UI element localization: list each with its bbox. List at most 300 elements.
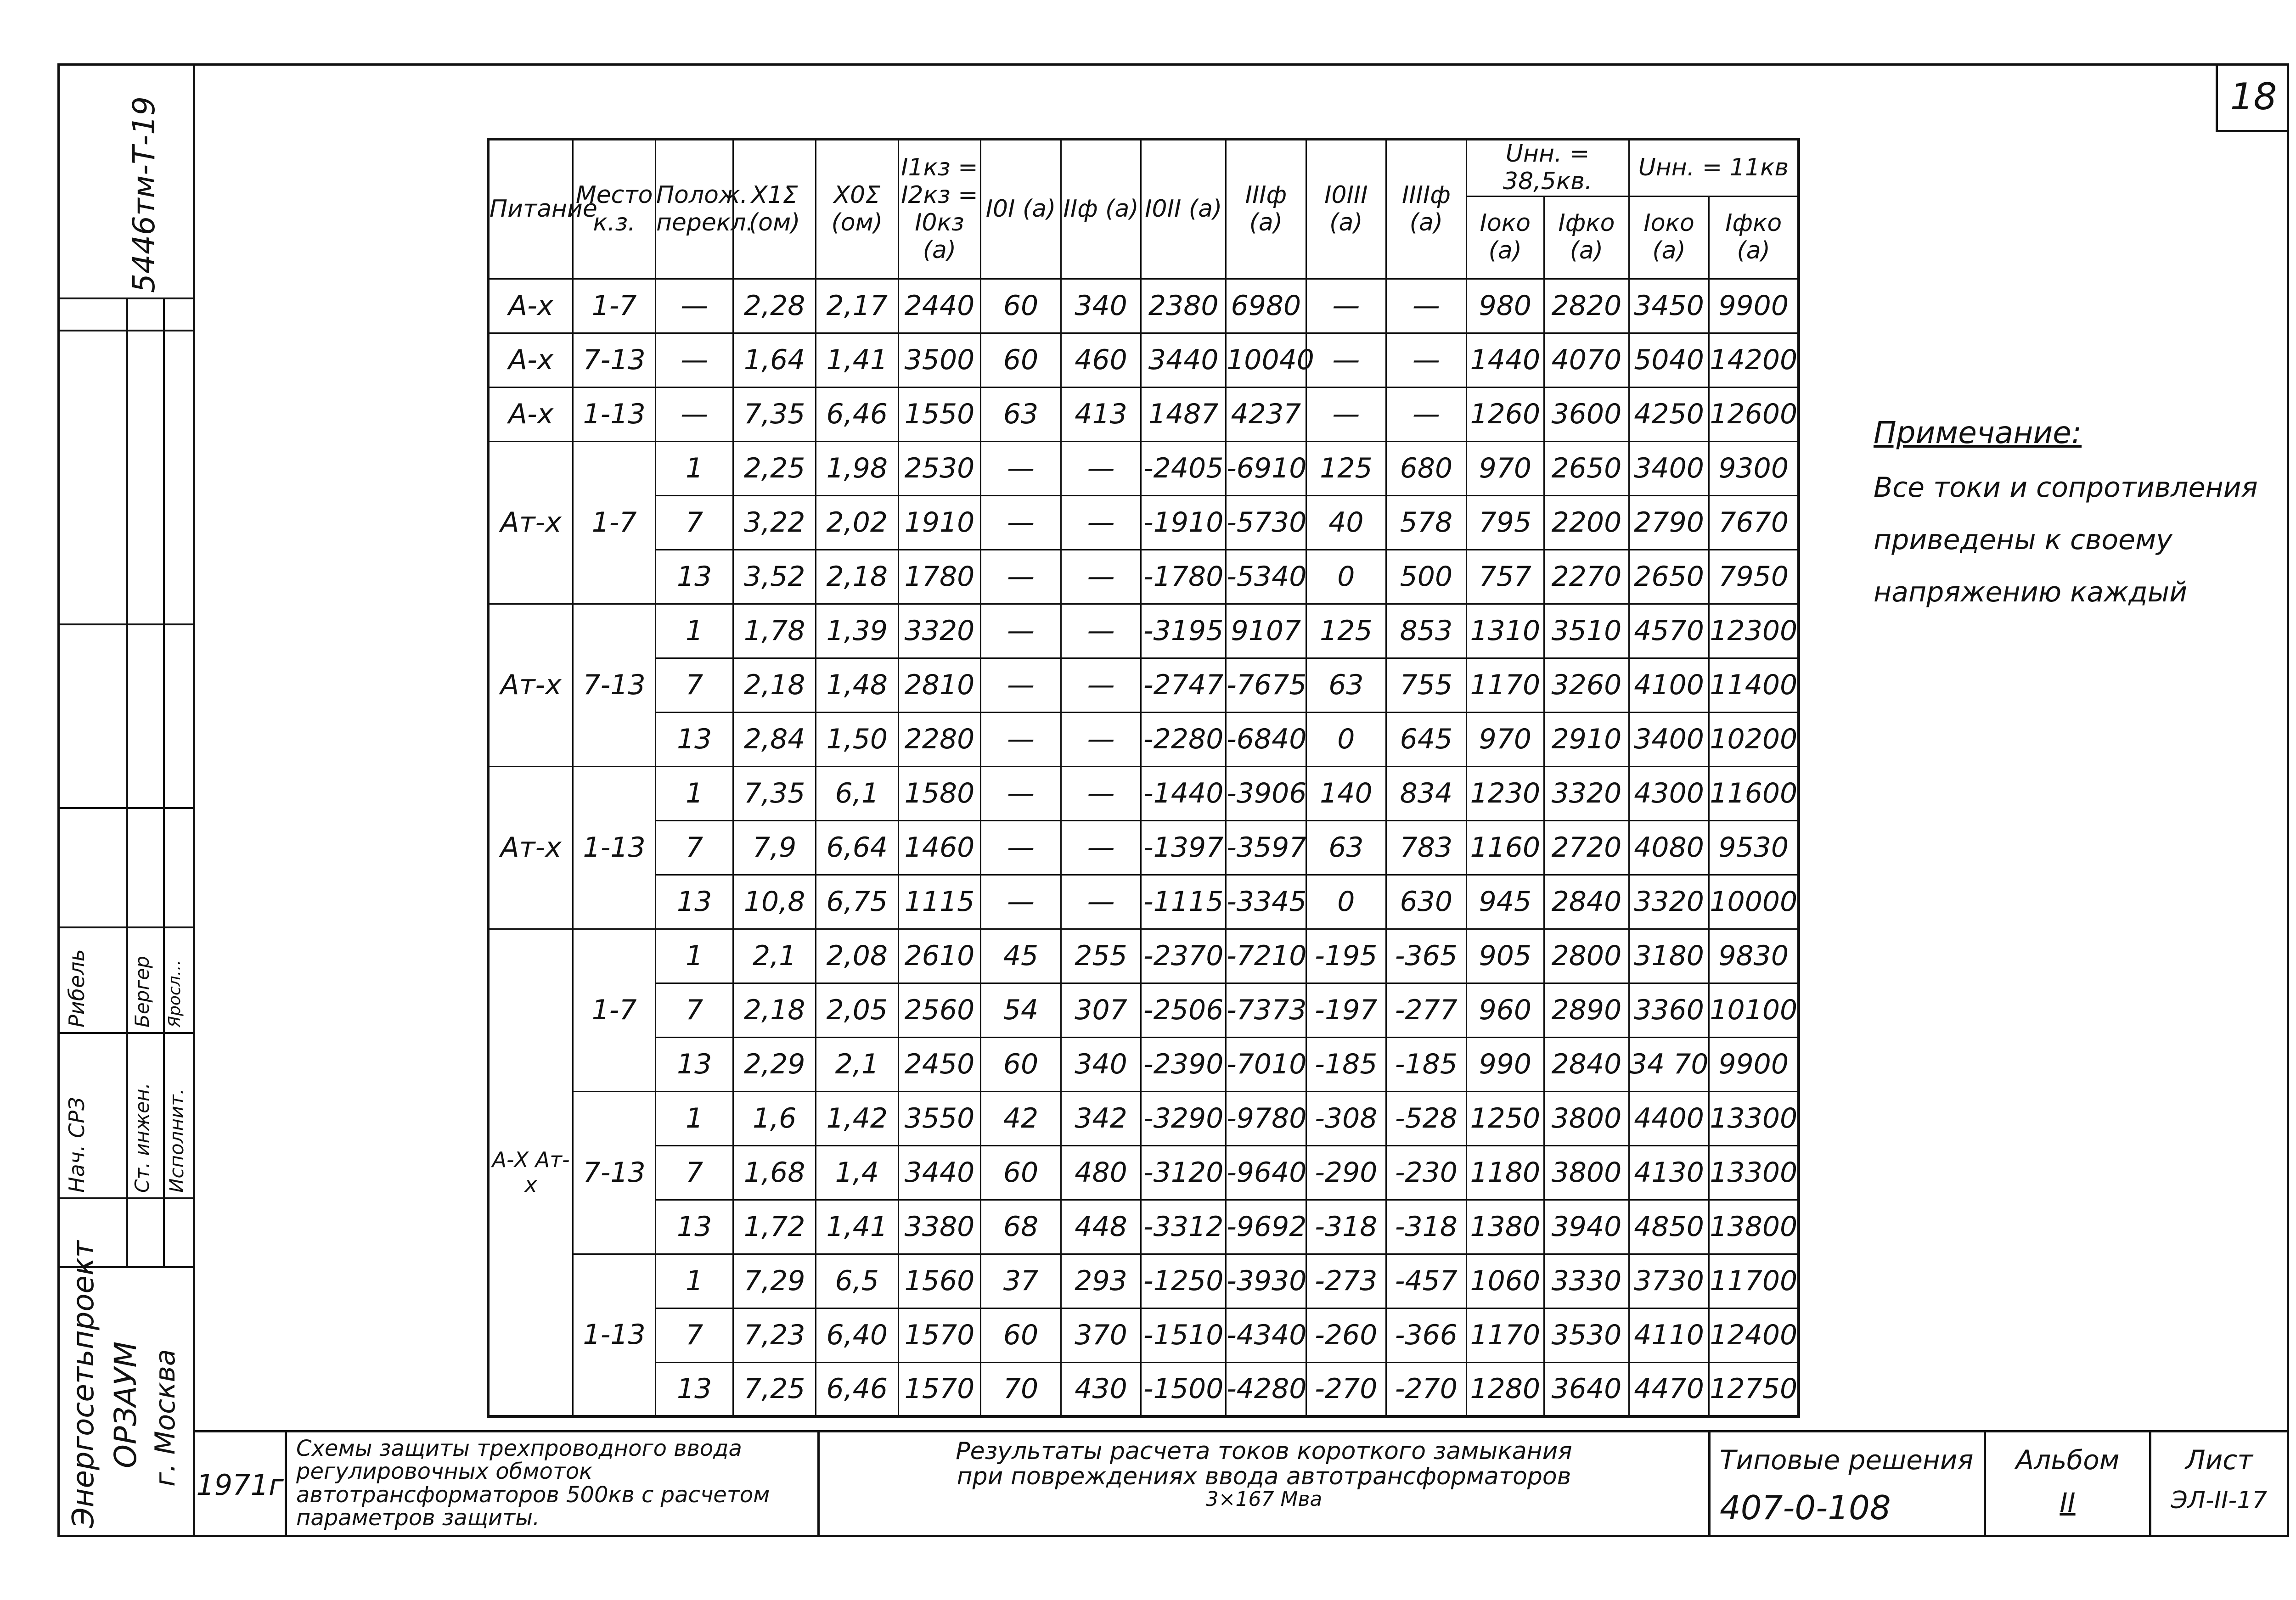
table-cell: 370	[1061, 1308, 1141, 1362]
table-cell: 10100	[1709, 983, 1799, 1037]
table-cell: 795	[1466, 495, 1544, 550]
table-cell: 63	[1306, 820, 1386, 875]
table-cell: 2,84	[733, 712, 816, 766]
table-cell: 12400	[1709, 1308, 1799, 1362]
table-cell: -3120	[1141, 1145, 1226, 1200]
table-cell: 14200	[1709, 333, 1799, 387]
title-series	[1711, 1432, 1986, 1537]
table-cell: -365	[1386, 929, 1467, 983]
table-cell: 834	[1386, 766, 1467, 820]
short-circuit-table	[487, 138, 1800, 1418]
table-cell: 2840	[1544, 875, 1629, 929]
table-cell: —	[981, 875, 1061, 929]
table-cell: 2450	[898, 1037, 981, 1091]
table-cell: 255	[1061, 929, 1141, 983]
col-i3f: IIIIф (а)	[1386, 139, 1467, 279]
table-cell: 307	[1061, 983, 1141, 1037]
table-cell: 645	[1386, 712, 1467, 766]
table-cell: -260	[1306, 1308, 1386, 1362]
table-cell: —	[1061, 875, 1141, 929]
table-cell: —	[1061, 766, 1141, 820]
table-cell: 54	[981, 983, 1061, 1037]
table-cell: 757	[1466, 550, 1544, 604]
table-cell: -2370	[1141, 929, 1226, 983]
table-cell: 7,23	[733, 1308, 816, 1362]
table-cell: 2840	[1544, 1037, 1629, 1091]
table-cell: -185	[1386, 1037, 1467, 1091]
table-cell: 2,05	[816, 983, 898, 1037]
table-cell: —	[1061, 712, 1141, 766]
table-cell: —	[981, 604, 1061, 658]
table-cell: 40	[1306, 495, 1386, 550]
table-cell: 2890	[1544, 983, 1629, 1037]
table-cell: 970	[1466, 712, 1544, 766]
table-cell: 2,1	[816, 1037, 898, 1091]
table-cell: 0	[1306, 550, 1386, 604]
table-cell: 2,18	[733, 983, 816, 1037]
table-cell: 2,08	[816, 929, 898, 983]
table-cell: -3930	[1226, 1254, 1306, 1308]
table-cell: -318	[1306, 1200, 1386, 1254]
col-x1: X1Σ (ом)	[733, 139, 816, 279]
table-cell: 1,42	[816, 1091, 898, 1145]
table-cell: 3330	[1544, 1254, 1629, 1308]
table-cell: 1380	[1466, 1200, 1544, 1254]
table-cell: 13	[655, 712, 733, 766]
table-cell: 7	[655, 1145, 733, 1200]
table-cell: -290	[1306, 1145, 1386, 1200]
table-cell: 4100	[1629, 658, 1709, 712]
table-cell: 3320	[1629, 875, 1709, 929]
table-cell: 1260	[1466, 387, 1544, 441]
table-cell: —	[981, 441, 1061, 495]
table-cell: 2,17	[816, 279, 898, 333]
note-text: Все токи и сопротивления приведены к своему напряжению каждый	[1874, 472, 2258, 609]
table-cell: 1460	[898, 820, 981, 875]
col-mesto: Место к.з.	[573, 139, 656, 279]
table-cell: 2200	[1544, 495, 1629, 550]
table-cell: 4300	[1629, 766, 1709, 820]
table-cell: 1,41	[816, 333, 898, 387]
table-cell: 125	[1306, 604, 1386, 658]
sheet-number: 18	[2216, 63, 2289, 132]
table-cell: 1280	[1466, 1362, 1544, 1416]
table-cell: 1440	[1466, 333, 1544, 387]
table-cell: —	[1061, 550, 1141, 604]
table-cell: 945	[1466, 875, 1544, 929]
table-cell: 1,98	[816, 441, 898, 495]
drawing-code: 5446тм-Т-19	[126, 96, 162, 293]
table-cell: -1250	[1141, 1254, 1226, 1308]
col-ikz: I1кз = I2кз = I0кз (а)	[898, 139, 981, 279]
title-sheet	[2151, 1432, 2287, 1537]
table-cell: 1560	[898, 1254, 981, 1308]
table-cell: 7-13	[573, 1091, 656, 1254]
table-cell: 2,29	[733, 1037, 816, 1091]
table-cell: -1780	[1141, 550, 1226, 604]
table-cell: 13300	[1709, 1145, 1799, 1200]
table-cell: 7,35	[733, 387, 816, 441]
org-city: г. Москва	[149, 1349, 181, 1487]
table-cell: 60	[981, 333, 1061, 387]
table-cell: -273	[1306, 1254, 1386, 1308]
table-cell: -9640	[1226, 1145, 1306, 1200]
table-cell: —	[1306, 279, 1386, 333]
table-row	[488, 1091, 1799, 1145]
table-cell: 9830	[1709, 929, 1799, 983]
table-cell: 2,18	[733, 658, 816, 712]
table-cell: —	[1061, 441, 1141, 495]
table-cell: 783	[1386, 820, 1467, 875]
table-cell: 1180	[1466, 1145, 1544, 1200]
table-cell: 2530	[898, 441, 981, 495]
table-cell: 1,48	[816, 658, 898, 712]
table-row	[488, 1254, 1799, 1308]
table-cell: 7,35	[733, 766, 816, 820]
group-38kv: Uнн. = 38,5кв.	[1466, 139, 1629, 196]
table-cell: 1,78	[733, 604, 816, 658]
table-cell: 1-13	[573, 387, 656, 441]
table-cell: 2610	[898, 929, 981, 983]
table-cell: 11400	[1709, 658, 1799, 712]
group-11kv: Uнн. = 11кв	[1629, 139, 1799, 196]
table-cell: 7	[655, 1308, 733, 1362]
table-cell: -2405	[1141, 441, 1226, 495]
table-cell: 13800	[1709, 1200, 1799, 1254]
table-cell: —	[1061, 604, 1141, 658]
table-cell: —	[981, 766, 1061, 820]
table-row	[488, 766, 1799, 820]
table-cell: 7-13	[573, 333, 656, 387]
table-cell: 3940	[1544, 1200, 1629, 1254]
table-row	[488, 712, 1799, 766]
table-cell: 7	[655, 495, 733, 550]
table-cell: 60	[981, 279, 1061, 333]
table-row	[488, 550, 1799, 604]
table-cell: 3550	[898, 1091, 981, 1145]
table-cell: 3400	[1629, 441, 1709, 495]
table-cell: 630	[1386, 875, 1467, 929]
table-cell: 12750	[1709, 1362, 1799, 1416]
name-senior-engineer: Бергер	[131, 956, 153, 1027]
table-row	[488, 1145, 1799, 1200]
table-cell: -3345	[1226, 875, 1306, 929]
table-cell: 1,39	[816, 604, 898, 658]
table-cell: -277	[1386, 983, 1467, 1037]
table-cell: -2280	[1141, 712, 1226, 766]
table-cell: 11600	[1709, 766, 1799, 820]
org-name: Энергосетьпроект	[67, 1241, 101, 1528]
table-cell: -1510	[1141, 1308, 1226, 1362]
table-row	[488, 1037, 1799, 1091]
col-x0: X0Σ (ом)	[816, 139, 898, 279]
table-cell: 500	[1386, 550, 1467, 604]
table-cell: 3510	[1544, 604, 1629, 658]
table-cell: 1,4	[816, 1145, 898, 1200]
table-cell: -5730	[1226, 495, 1306, 550]
table-cell: 460	[1061, 333, 1141, 387]
table-cell: -1440	[1141, 766, 1226, 820]
table-cell: —	[1061, 495, 1141, 550]
table-cell: 2,1	[733, 929, 816, 983]
table-cell: -270	[1386, 1362, 1467, 1416]
table-cell: 13	[655, 1362, 733, 1416]
table-cell: А-х	[488, 333, 573, 387]
table-cell: 1910	[898, 495, 981, 550]
table-cell: 2280	[898, 712, 981, 766]
table-cell: —	[1386, 333, 1467, 387]
table-cell: 60	[981, 1145, 1061, 1200]
table-cell: 13300	[1709, 1091, 1799, 1145]
table-cell: 1,6	[733, 1091, 816, 1145]
table-cell: -3597	[1226, 820, 1306, 875]
table-cell: 1115	[898, 875, 981, 929]
sheet-value: ЭЛ-II-17	[2171, 1486, 2268, 1514]
table-cell: 1	[655, 929, 733, 983]
table-cell: 4850	[1629, 1200, 1709, 1254]
table-cell: -7010	[1226, 1037, 1306, 1091]
table-row	[488, 1200, 1799, 1254]
table-cell: -2506	[1141, 983, 1226, 1037]
table-cell: 2,02	[816, 495, 898, 550]
table-cell: 3320	[898, 604, 981, 658]
album-value: II	[2060, 1487, 2076, 1518]
table-cell: 12300	[1709, 604, 1799, 658]
table-cell: 1550	[898, 387, 981, 441]
table-cell: —	[655, 279, 733, 333]
table-cell: 1,68	[733, 1145, 816, 1200]
table-cell: -3195	[1141, 604, 1226, 658]
table-cell: 2650	[1544, 441, 1629, 495]
table-cell: -3312	[1141, 1200, 1226, 1254]
table-cell: 13	[655, 1037, 733, 1091]
table-cell: 3320	[1544, 766, 1629, 820]
table-cell: 63	[981, 387, 1061, 441]
table-cell: 7-13	[573, 604, 656, 766]
table-cell: 1	[655, 441, 733, 495]
table-cell: —	[981, 495, 1061, 550]
col-i1f: IIф (а)	[1061, 139, 1141, 279]
table-cell: 3,22	[733, 495, 816, 550]
table-cell: —	[1306, 333, 1386, 387]
table-cell: 70	[981, 1362, 1061, 1416]
table-cell: -2390	[1141, 1037, 1226, 1091]
table-cell: 3730	[1629, 1254, 1709, 1308]
table-cell: -1115	[1141, 875, 1226, 929]
table-cell: 6,40	[816, 1308, 898, 1362]
table-cell: 10200	[1709, 712, 1799, 766]
table-cell: 578	[1386, 495, 1467, 550]
table-cell: А-х	[488, 279, 573, 333]
table-cell: Ат-х	[488, 766, 573, 929]
table-cell: 853	[1386, 604, 1467, 658]
table-cell: 1,41	[816, 1200, 898, 1254]
table-cell: 2800	[1544, 929, 1629, 983]
table-cell: -1500	[1141, 1362, 1226, 1416]
table-cell: -308	[1306, 1091, 1386, 1145]
table-row	[488, 875, 1799, 929]
table-cell: 10040	[1226, 333, 1306, 387]
table-cell: 2820	[1544, 279, 1629, 333]
table-cell: 342	[1061, 1091, 1141, 1145]
col-ioko-38: Iоко (а)	[1466, 196, 1544, 279]
table-cell: 960	[1466, 983, 1544, 1037]
table-cell: 3440	[898, 1145, 981, 1200]
role-senior-engineer: Ст. инжен.	[131, 1083, 153, 1193]
table-row	[488, 333, 1799, 387]
table-cell: 9300	[1709, 441, 1799, 495]
table-cell: 1580	[898, 766, 981, 820]
table-row	[488, 495, 1799, 550]
table-cell: 7	[655, 658, 733, 712]
table-cell: -457	[1386, 1254, 1467, 1308]
sheet-label: Лист	[2185, 1444, 2253, 1476]
table-cell: -230	[1386, 1145, 1467, 1200]
table-cell: -5340	[1226, 550, 1306, 604]
table-cell: 140	[1306, 766, 1386, 820]
table-cell: 1,64	[733, 333, 816, 387]
table-cell: —	[981, 712, 1061, 766]
table-cell: А-х	[488, 387, 573, 441]
table-cell: 9900	[1709, 1037, 1799, 1091]
table-cell: 3800	[1544, 1091, 1629, 1145]
table-cell: 3800	[1544, 1145, 1629, 1200]
table-cell: 125	[1306, 441, 1386, 495]
table-cell: 1160	[1466, 820, 1544, 875]
table-cell: 6,64	[816, 820, 898, 875]
role-executor: Исполнит.	[165, 1088, 188, 1193]
table-cell: 7670	[1709, 495, 1799, 550]
table-cell: 1230	[1466, 766, 1544, 820]
name-executor: Яросл...	[165, 960, 184, 1027]
table-cell: 1060	[1466, 1254, 1544, 1308]
table-cell: —	[981, 550, 1061, 604]
table-cell: 1570	[898, 1362, 981, 1416]
table-cell: -2747	[1141, 658, 1226, 712]
table-cell: 4470	[1629, 1362, 1709, 1416]
table-cell: 68	[981, 1200, 1061, 1254]
table-cell: 37	[981, 1254, 1061, 1308]
table-cell: 2440	[898, 279, 981, 333]
table-row	[488, 1308, 1799, 1362]
table-cell: 7	[655, 820, 733, 875]
table-cell: 1250	[1466, 1091, 1544, 1145]
table-cell: 2,25	[733, 441, 816, 495]
series-code: 407-0-108	[1720, 1488, 1891, 1527]
col-io1: I0I (а)	[981, 139, 1061, 279]
table-cell: 680	[1386, 441, 1467, 495]
table-cell: 3,52	[733, 550, 816, 604]
role-head: Нач. СРЗ	[64, 1097, 89, 1193]
table-cell: 755	[1386, 658, 1467, 712]
table-row	[488, 604, 1799, 658]
table-cell: 3380	[898, 1200, 981, 1254]
table-cell: 1780	[898, 550, 981, 604]
table-cell: 1-7	[573, 441, 656, 604]
table-cell: 1	[655, 766, 733, 820]
table-cell: 9900	[1709, 279, 1799, 333]
table-cell: 970	[1466, 441, 1544, 495]
col-polozh: Полож. перекл.	[655, 139, 733, 279]
table-row	[488, 983, 1799, 1037]
table-row	[488, 820, 1799, 875]
table-cell: 4237	[1226, 387, 1306, 441]
table-cell: 2650	[1629, 550, 1709, 604]
table-cell: 6,46	[816, 1362, 898, 1416]
table-cell: -7373	[1226, 983, 1306, 1037]
table-cell: 1170	[1466, 1308, 1544, 1362]
table-cell: 0	[1306, 712, 1386, 766]
table-cell: 5040	[1629, 333, 1709, 387]
note	[1874, 404, 2287, 618]
table-cell: 45	[981, 929, 1061, 983]
table-cell: —	[1061, 658, 1141, 712]
col-i2f: IIIф (а)	[1226, 139, 1306, 279]
table-cell: 293	[1061, 1254, 1141, 1308]
table-cell: 13	[655, 550, 733, 604]
table-cell: —	[655, 333, 733, 387]
table-cell: 2720	[1544, 820, 1629, 875]
table-cell: 4070	[1544, 333, 1629, 387]
table-cell: -9692	[1226, 1200, 1306, 1254]
table-row	[488, 1362, 1799, 1416]
table-cell: -3290	[1141, 1091, 1226, 1145]
table-cell: 3180	[1629, 929, 1709, 983]
table-cell: Ат-х	[488, 604, 573, 766]
title-album	[1986, 1432, 2151, 1537]
table-cell: 3360	[1629, 983, 1709, 1037]
col-ioko-11: Iоко (а)	[1629, 196, 1709, 279]
table-cell: 7,25	[733, 1362, 816, 1416]
table-cell: —	[981, 658, 1061, 712]
table-cell: А-Х Ат-х	[488, 929, 573, 1416]
album-label: Альбом	[2015, 1444, 2120, 1476]
table-cell: 1-7	[573, 929, 656, 1091]
table-cell: 3400	[1629, 712, 1709, 766]
table-cell: -7675	[1226, 658, 1306, 712]
table-cell: 6,5	[816, 1254, 898, 1308]
table-cell: —	[655, 387, 733, 441]
table-cell: 2910	[1544, 712, 1629, 766]
side-stamp	[57, 63, 195, 1537]
table-cell: 3260	[1544, 658, 1629, 712]
table-cell: 2380	[1141, 279, 1226, 333]
table-row	[488, 441, 1799, 495]
name-head: Рибель	[64, 949, 89, 1027]
table-cell: 6,75	[816, 875, 898, 929]
table-cell: -1910	[1141, 495, 1226, 550]
table-cell: -318	[1386, 1200, 1467, 1254]
table-cell: -3906	[1226, 766, 1306, 820]
title-year: 1971г	[195, 1432, 287, 1537]
table-cell: 3640	[1544, 1362, 1629, 1416]
table-cell: 6,1	[816, 766, 898, 820]
col-ifko-38: Iфко (а)	[1544, 196, 1629, 279]
table-cell: 4400	[1629, 1091, 1709, 1145]
table-cell: -6910	[1226, 441, 1306, 495]
table-cell: 6,46	[816, 387, 898, 441]
col-io3: I0III (а)	[1306, 139, 1386, 279]
table-cell: 2790	[1629, 495, 1709, 550]
table-cell: -4280	[1226, 1362, 1306, 1416]
table-cell: -270	[1306, 1362, 1386, 1416]
table-cell: 3530	[1544, 1308, 1629, 1362]
title-project: Схемы защиты трехпроводного ввода регулировочных обмоток автотрансформаторов 500кв с расчетом параметров защиты.	[287, 1432, 820, 1537]
table-cell: 480	[1061, 1145, 1141, 1200]
table-cell: 9107	[1226, 604, 1306, 658]
table-cell: —	[1386, 387, 1467, 441]
table-cell: 905	[1466, 929, 1544, 983]
